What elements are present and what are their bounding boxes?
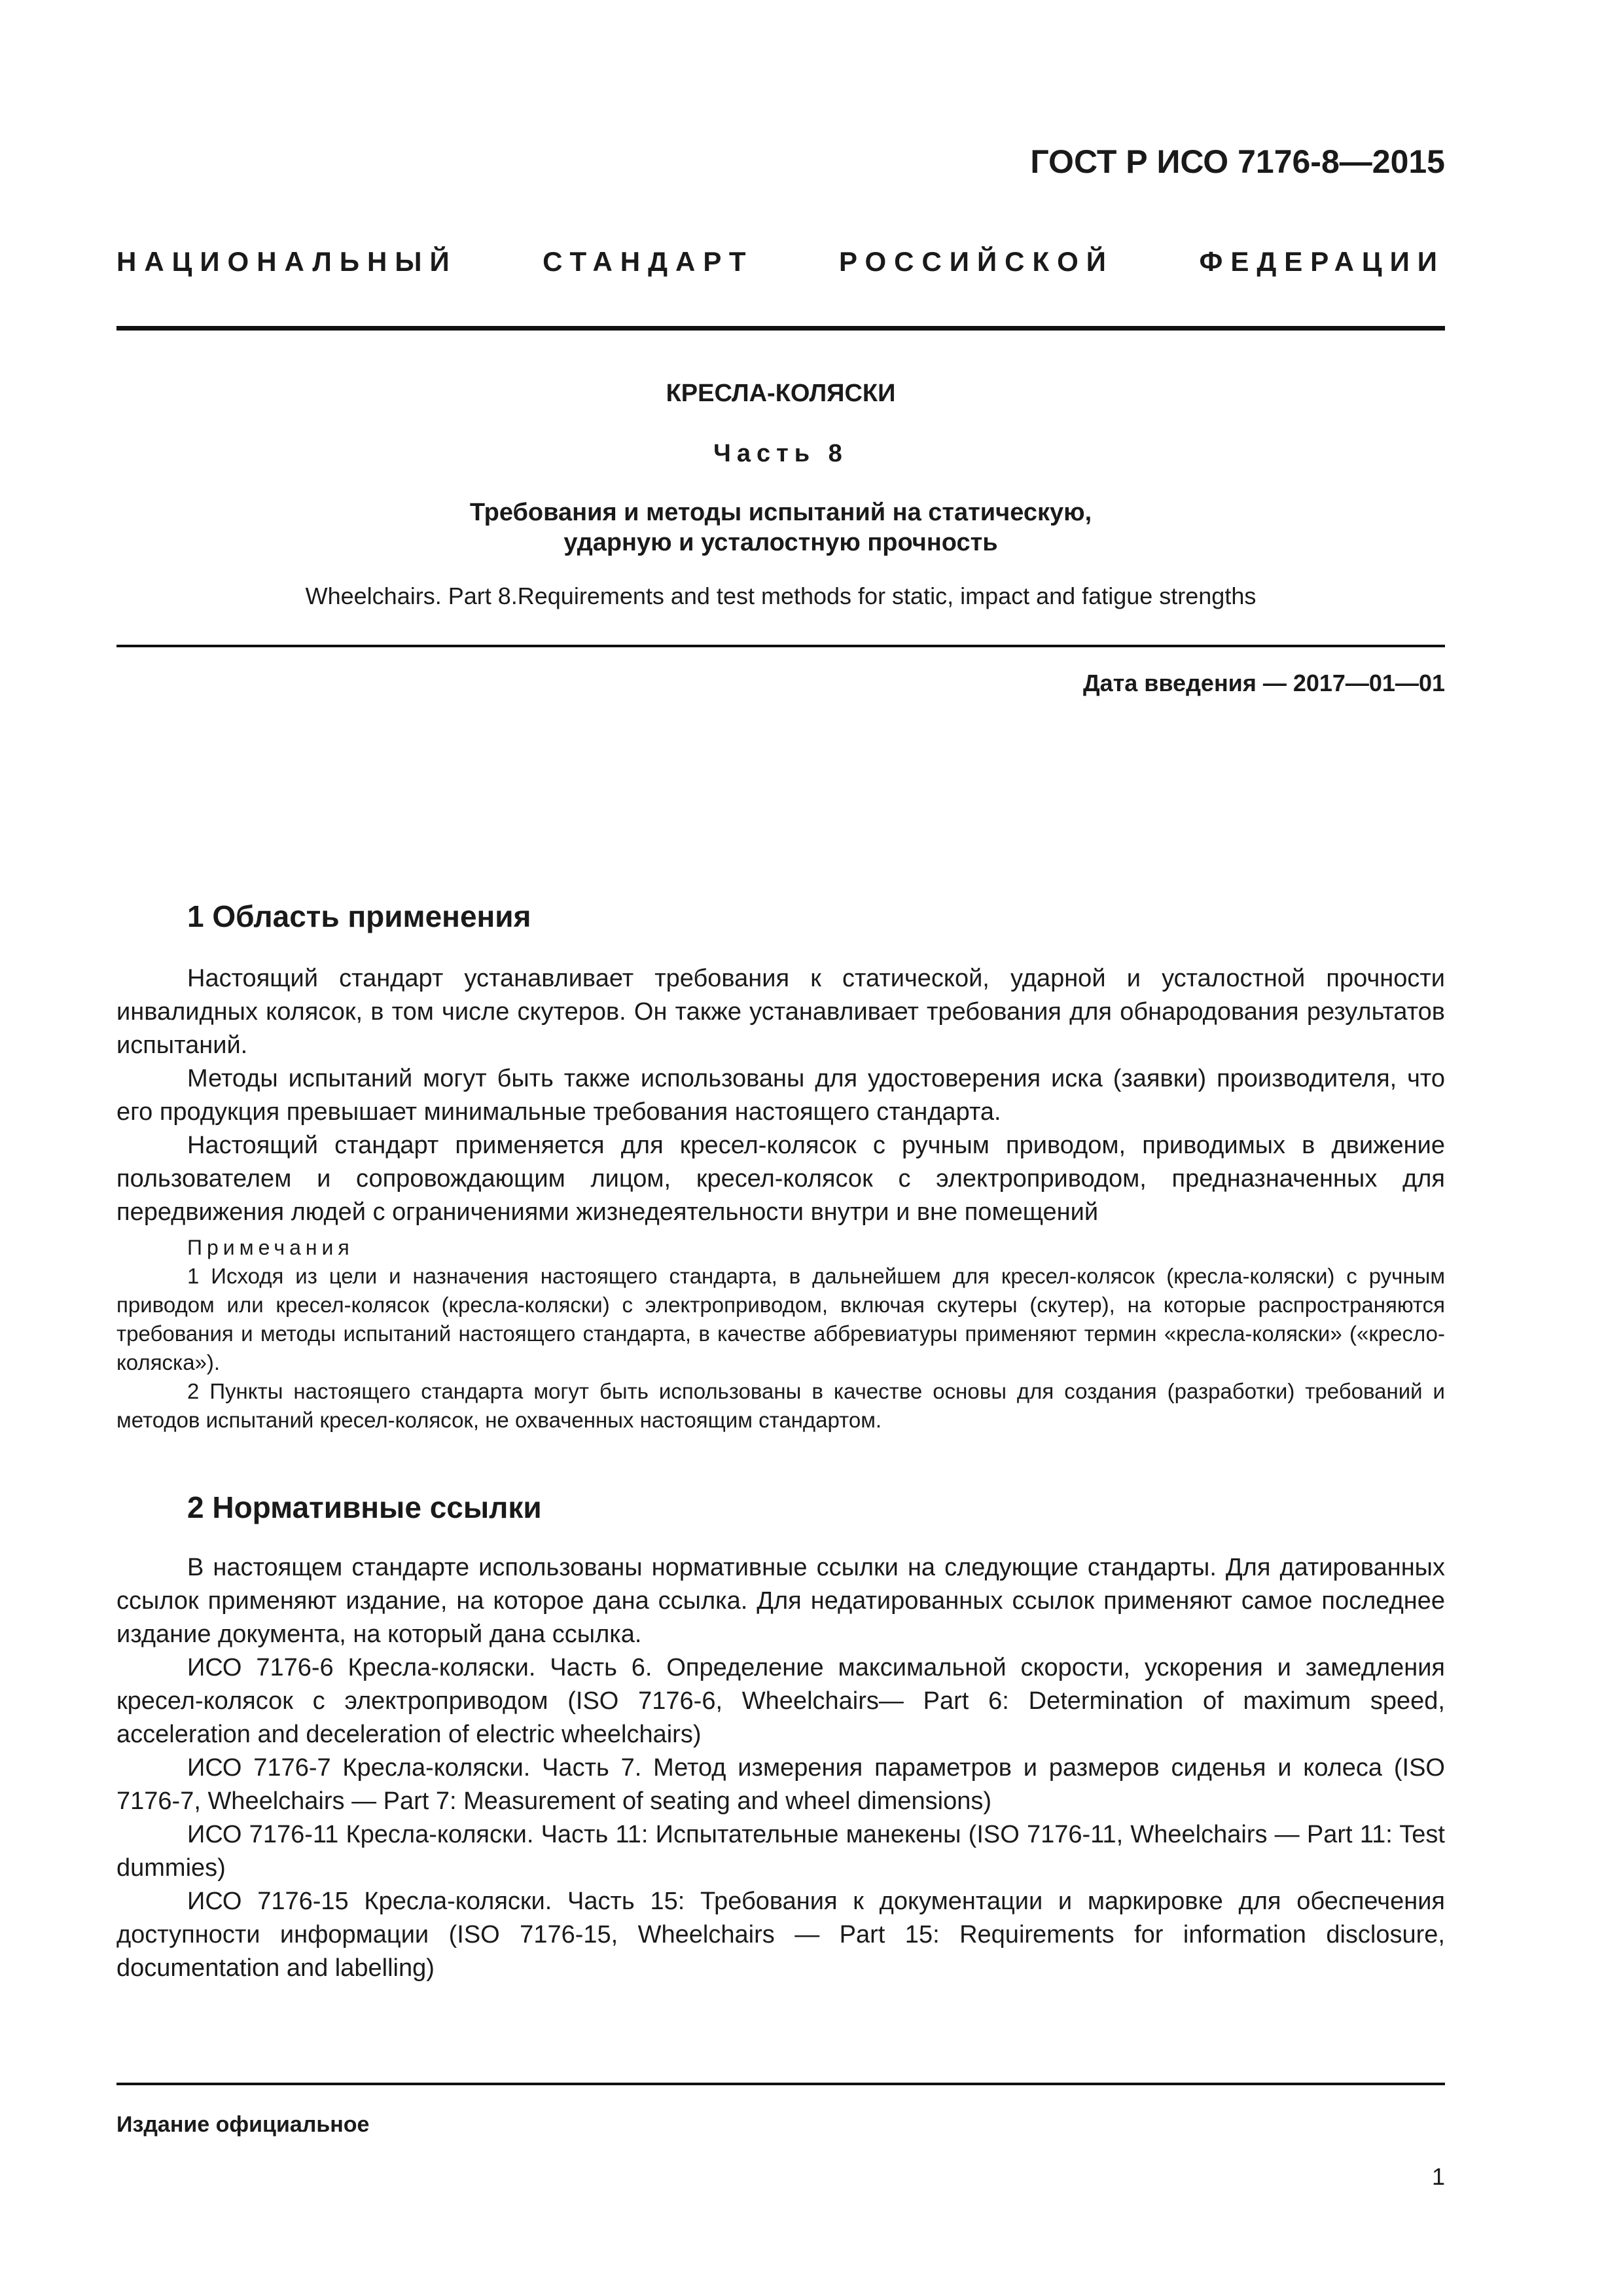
note: 1 Исходя из цели и назначения настоящего стандарта, в дальнейшем для кресел-колясок (кресла-коляски) с ручным приводом или кресел-колясок (кресла-коляски) с электроприводом, включая скутеры (скутер), на которые распространяются требования и методы испытаний настоящего стандарта, в качестве аббревиатуры применяют термин «кресла-коляски» («кресло-коляска»).	[116, 1264, 1445, 1374]
title-divider	[116, 645, 1445, 647]
notes-title: Примечания	[187, 1236, 354, 1259]
reference-item: ИСО 7176-7 Кресла-коляски. Часть 7. Метод измерения параметров и размеров сиденья и колеса (ISO 7176-7, Wheelchairs — Part 7: Measurement of seating and wheel dimensions)	[116, 1754, 1445, 1815]
footer-divider	[116, 2083, 1445, 2085]
paragraph: Настоящий стандарт устанавливает требования к статической, ударной и усталостной прочности инвалидных колясок, в том числе скутеров. Он также устанавливает требования для обнародования результатов испытаний.	[116, 965, 1445, 1059]
standard-number: ГОСТ Р ИСО 7176-8—2015	[1030, 143, 1445, 180]
effective-date: Дата введения — 2017—01—01	[1082, 670, 1445, 696]
section-2-body	[116, 1551, 1445, 1985]
subtitle-line-2: ударную и усталостную прочность	[563, 529, 998, 556]
reference-item: ИСО 7176-15 Кресла-коляски. Часть 15: Требования к документации и маркировке для обеспечения доступности информации (ISO 7176-15, Wheelchairs — Part 15: Requirements for information disclosure, documentation and labelling)	[116, 1888, 1445, 1982]
section-1-body	[116, 962, 1445, 1435]
paragraph: Методы испытаний могут быть также использованы для удостоверения иска (заявки) производителя, что его продукция превышает минимальные требования настоящего стандарта.	[116, 1065, 1445, 1126]
reference-item: ИСО 7176-6 Кресла-коляски. Часть 6. Определение максимальной скорости, ускорения и замедления кресел-колясок с электроприводом (ISO 7176-6, Wheelchairs— Part 6: Determination of maximum speed, acceleration and deceleration of electric wheelchairs)	[116, 1654, 1445, 1748]
paragraph: В настоящем стандарте использованы нормативные ссылки на следующие стандарты. Для датированных ссылок применяют издание, на которое дана ссылка. Для недатированных ссылок применяют самое последнее издание документа, на который дана ссылка.	[116, 1554, 1445, 1648]
page-number: 1	[1431, 2163, 1445, 2190]
document-title: КРЕСЛА-КОЛЯСКИ	[666, 380, 896, 407]
reference-item: ИСО 7176-11 Кресла-коляски. Часть 11: Испытательные манекены (ISO 7176-11, Wheelchairs — Part 11: Test dummies)	[116, 1821, 1445, 1882]
official-edition-label: Издание официальное	[116, 2112, 370, 2137]
part-label: Часть 8	[713, 440, 848, 467]
national-standard-banner: НАЦИОНАЛЬНЫЙ СТАНДАРТ РОССИЙСКОЙ ФЕДЕРАЦИИ	[116, 246, 1445, 277]
paragraph: Настоящий стандарт применяется для кресел-колясок с ручным приводом, приводимых в движение пользователем и сопровождающим лицом, кресел-колясок с электроприводом, предназначенных для передвижения людей с ограничениями жизнедеятельности внутри и вне помещений	[116, 1132, 1445, 1226]
english-title: Wheelchairs. Part 8.Requirements and test methods for static, impact and fatigue strengths	[305, 583, 1257, 609]
header-divider	[116, 326, 1445, 331]
note: 2 Пункты настоящего стандарта могут быть использованы в качестве основы для создания (разработки) требований и методов испытаний кресел-колясок, не охваченных настоящим стандартом.	[116, 1379, 1445, 1432]
subtitle-line-1: Требования и методы испытаний на статическую,	[469, 499, 1092, 526]
section-2-heading: 2 Нормативные ссылки	[187, 1490, 542, 1524]
section-1-heading: 1 Область применения	[187, 899, 531, 933]
